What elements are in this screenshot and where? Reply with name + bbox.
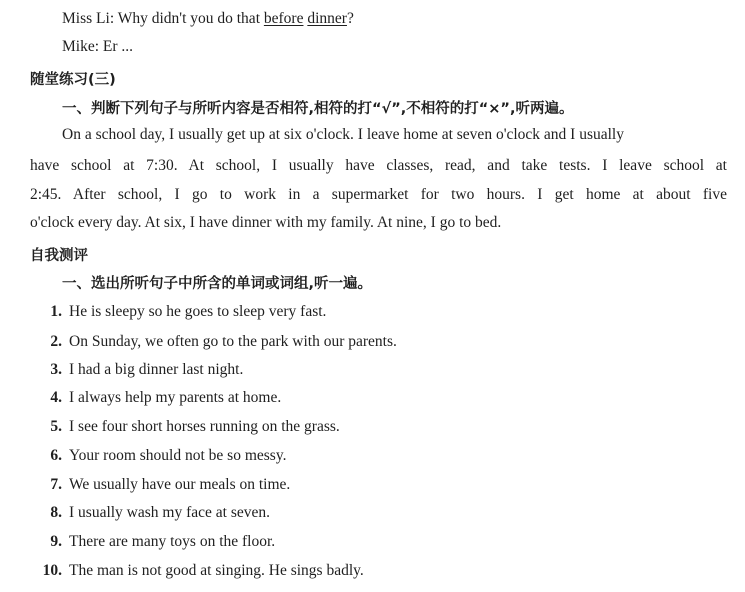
list-item	[40, 303, 326, 321]
passage-line-4: o'clock every day. At six, I have dinner with my family. At nine, I go to bed.	[30, 214, 502, 231]
list-item	[40, 389, 281, 407]
speaker-name: Miss Li	[62, 10, 110, 27]
passage-line-2: have school at 7:30. At school, I usually have classes, read, and take tests. I leave school at	[30, 157, 727, 174]
list-item	[40, 333, 397, 351]
item-number: 9.	[50, 533, 62, 550]
item-number: 8.	[50, 504, 62, 521]
section-title-self-test: 自我测评	[30, 248, 88, 264]
task-title-choose-words: 一、选出所听句子中所含的单词或词组,听一遍。	[62, 276, 373, 292]
item-text: The man is not good at singing. He sings badly.	[69, 562, 364, 579]
item-text: I had a big dinner last night.	[69, 361, 244, 378]
item-text: He is sleepy so he goes to sleep very fast.	[69, 303, 327, 320]
item-number: 1.	[50, 303, 62, 320]
list-item	[40, 447, 286, 465]
list-item	[40, 476, 290, 494]
item-text: We usually have our meals on time.	[69, 476, 291, 493]
dialogue-text: Why didn't you do that	[114, 10, 264, 27]
item-number: 7.	[50, 476, 62, 493]
speaker-colon: :	[109, 10, 115, 27]
speaker-name: Mike	[62, 38, 95, 55]
list-item	[40, 562, 364, 580]
item-text: I see four short horses running on the grass.	[69, 418, 340, 435]
task-title-true-false: 一、判断下列句子与所听内容是否相符,相符的打“√”,不相符的打“×”,听两遍。	[62, 101, 574, 117]
dialogue-text: Er ...	[99, 38, 134, 55]
speaker-colon: :	[94, 38, 100, 55]
item-text: I always help my parents at home.	[69, 389, 282, 406]
item-number: 6.	[50, 447, 62, 464]
item-number: 3.	[50, 361, 62, 378]
item-text: I usually wash my face at seven.	[69, 504, 271, 521]
list-item	[40, 533, 275, 551]
item-text: Your room should not be so messy.	[69, 447, 287, 464]
item-number: 4.	[50, 389, 62, 406]
list-item	[40, 361, 243, 379]
item-text: There are many toys on the floor.	[69, 533, 276, 550]
list-item	[40, 504, 270, 522]
list-item	[40, 418, 340, 436]
item-number: 5.	[50, 418, 62, 435]
dialogue-line-miss-li	[62, 10, 354, 28]
passage-line-1: On a school day, I usually get up at six o'clock. I leave home at seven o'clock and I usually	[62, 126, 624, 143]
dialogue-line-mike	[62, 38, 133, 56]
item-number: 10.	[42, 562, 62, 579]
item-text: On Sunday, we often go to the park with our parents.	[69, 333, 397, 350]
item-number: 2.	[50, 333, 62, 350]
section-title-practice-3: 随堂练习(三)	[30, 72, 116, 88]
underlined-word-dinner: dinner	[307, 10, 347, 27]
question-mark: ?	[346, 10, 354, 27]
passage-line-3: 2:45. After school, I go to work in a supermarket for two hours. I get home at about five	[30, 186, 727, 203]
underlined-word-before: before	[263, 10, 304, 27]
